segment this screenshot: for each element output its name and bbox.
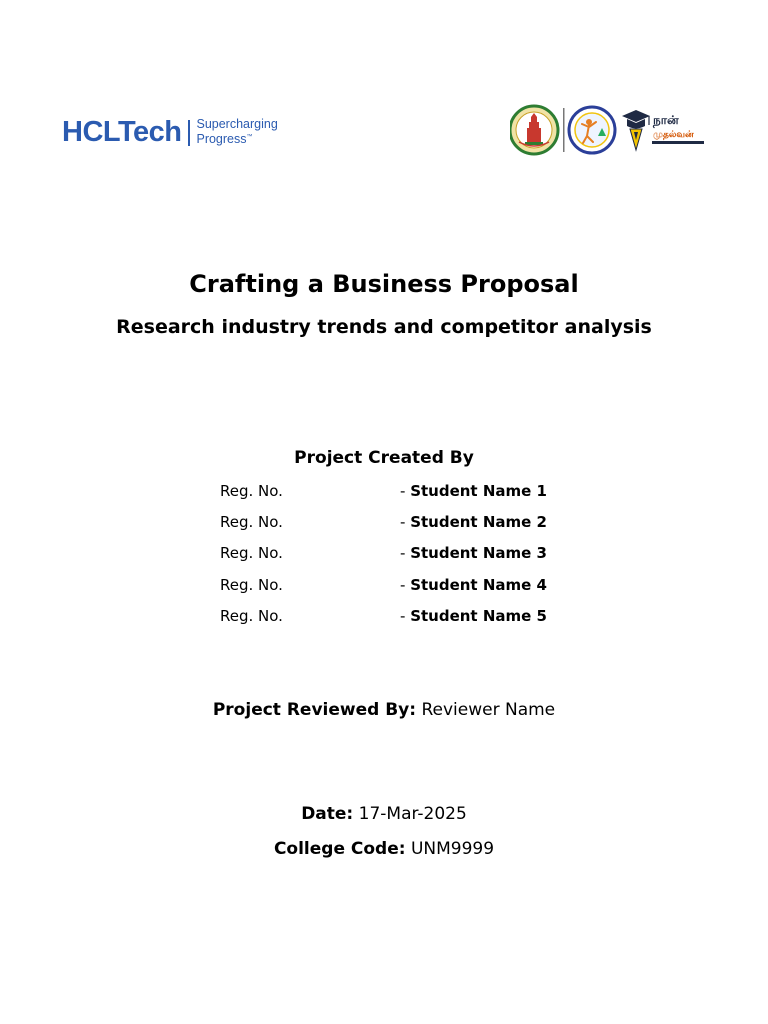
college-code-label: College Code: bbox=[273, 839, 406, 859]
reviewer-name: Reviewer Name bbox=[421, 700, 556, 720]
hcltech-trademark: ™ bbox=[246, 134, 253, 141]
partner-logos bbox=[510, 102, 706, 158]
college-code-value: UNM9999 bbox=[410, 839, 495, 859]
date-label: Date: bbox=[301, 804, 354, 824]
hcltech-tagline-line2: Progress bbox=[196, 132, 247, 147]
student-row bbox=[0, 607, 768, 631]
hcltech-wordmark: HCLTech bbox=[62, 116, 182, 148]
naan-mudhalvan-emblem-icon bbox=[569, 107, 615, 153]
reviewed-by-line bbox=[0, 700, 768, 720]
student-name: - Student Name 4 bbox=[400, 576, 547, 594]
naan-top-text: நான் bbox=[653, 113, 679, 127]
hcltech-tagline bbox=[196, 118, 277, 146]
document-title: Crafting a Business Proposal bbox=[189, 270, 579, 298]
student-row bbox=[0, 513, 768, 537]
student-name: - Student Name 1 bbox=[400, 482, 547, 500]
graduation-cap-icon bbox=[622, 110, 650, 150]
document-subtitle: Research industry trends and competitor analysis bbox=[116, 316, 652, 338]
tamil-nadu-emblem-icon bbox=[510, 106, 558, 154]
college-code-line bbox=[0, 839, 768, 859]
naan-bottom-text: முதல்வன் bbox=[653, 130, 694, 140]
date-line bbox=[0, 804, 768, 824]
logo-divider bbox=[563, 108, 565, 152]
hcltech-divider bbox=[188, 120, 190, 146]
reviewed-by-label: Project Reviewed By: bbox=[212, 700, 417, 720]
reg-no-label: Reg. No. bbox=[220, 607, 283, 625]
date-value: 17-Mar-2025 bbox=[358, 804, 467, 824]
hcltech-logo bbox=[62, 118, 278, 147]
student-name: - Student Name 5 bbox=[400, 607, 547, 625]
reg-no-label: Reg. No. bbox=[220, 513, 283, 531]
hcltech-tagline-line1: Supercharging bbox=[196, 117, 278, 132]
student-name: - Student Name 2 bbox=[400, 513, 547, 531]
created-by-heading: Project Created By bbox=[294, 448, 474, 468]
reg-no-label: Reg. No. bbox=[220, 544, 283, 562]
reg-no-label: Reg. No. bbox=[220, 482, 283, 500]
student-row bbox=[0, 544, 768, 568]
student-row bbox=[0, 482, 768, 506]
reg-no-label: Reg. No. bbox=[220, 576, 283, 594]
student-name: - Student Name 3 bbox=[400, 544, 547, 562]
student-row bbox=[0, 576, 768, 600]
naan-underline bbox=[652, 141, 704, 144]
